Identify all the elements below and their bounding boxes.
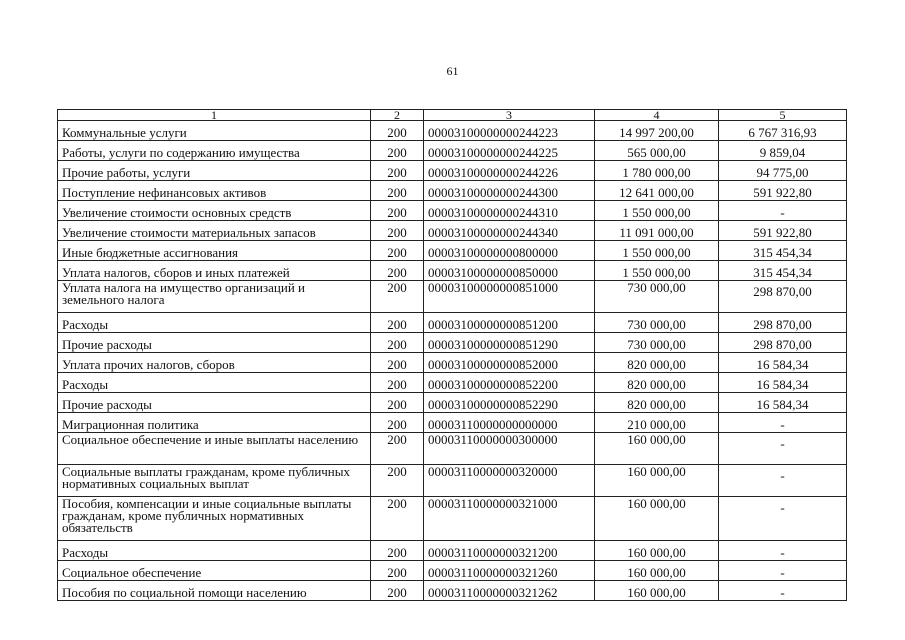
- row-code-cell: [371, 497, 424, 541]
- row-code-cell-text: 200: [387, 565, 407, 580]
- row-fact-cell-text: 298 870,00: [753, 317, 812, 332]
- row-kbk-cell: [424, 373, 595, 393]
- row-name-cell: [58, 221, 371, 241]
- row-plan-cell-text: 1 550 000,00: [622, 265, 691, 280]
- row-kbk-cell-text: 00003100000000244225: [428, 145, 558, 160]
- row-fact-cell: [719, 541, 847, 561]
- row-kbk-cell-text: 00003100000000852000: [428, 357, 558, 372]
- row-name-cell-text: Расходы: [62, 545, 109, 560]
- row-plan-cell-text: 820 000,00: [627, 357, 686, 372]
- row-code-cell-text: 200: [387, 417, 407, 432]
- row-kbk-cell: [424, 313, 595, 333]
- row-code-cell-text: 200: [387, 397, 407, 412]
- page-number: 61: [446, 64, 459, 78]
- table-header-row: [58, 110, 847, 121]
- row-fact-cell-text: -: [780, 585, 785, 600]
- row-kbk-cell-text: 00003100000000851200: [428, 317, 558, 332]
- row-fact-cell-text: 6 767 316,93: [748, 125, 817, 140]
- row-plan-cell-text: 1 550 000,00: [622, 245, 691, 260]
- row-code-cell-text: 200: [387, 245, 407, 260]
- row-name-cell-text: Увеличение стоимости материальных запасов: [62, 225, 316, 240]
- row-kbk-cell: [424, 393, 595, 413]
- row-kbk-cell: [424, 561, 595, 581]
- row-fact-cell-text: -: [780, 417, 785, 432]
- row-kbk-cell: [424, 201, 595, 221]
- row-plan-cell-text: 12 641 000,00: [619, 185, 694, 200]
- table-row: [58, 561, 847, 581]
- row-kbk-cell: [424, 161, 595, 181]
- row-code-cell: [371, 161, 424, 181]
- row-kbk-cell: [424, 353, 595, 373]
- row-kbk-cell: [424, 333, 595, 353]
- row-fact-cell: [719, 465, 847, 497]
- row-fact-cell-text: 298 870,00: [753, 284, 812, 299]
- row-plan-cell-text: 160 000,00: [627, 565, 686, 580]
- row-plan-cell: [595, 161, 719, 181]
- row-plan-cell: [595, 353, 719, 373]
- row-code-cell: [371, 353, 424, 373]
- table-body: [58, 121, 847, 601]
- row-fact-cell-text: -: [780, 436, 785, 451]
- row-plan-cell: [595, 581, 719, 601]
- row-fact-cell: [719, 497, 847, 541]
- row-name-cell-text: Прочие расходы: [62, 397, 152, 412]
- row-plan-cell-text: 14 997 200,00: [619, 125, 694, 140]
- row-code-cell: [371, 221, 424, 241]
- row-kbk-cell: [424, 541, 595, 561]
- row-fact-cell: [719, 313, 847, 333]
- row-kbk-cell-text: 00003100000000852200: [428, 377, 558, 392]
- row-plan-cell: [595, 181, 719, 201]
- row-kbk-cell: [424, 465, 595, 497]
- row-kbk-cell-text: 00003100000000800000: [428, 245, 558, 260]
- row-fact-cell: [719, 581, 847, 601]
- row-kbk-cell-text: 00003110000000321000: [428, 496, 558, 511]
- table-row: [58, 353, 847, 373]
- row-plan-cell: [595, 241, 719, 261]
- table-row: [58, 281, 847, 313]
- row-name-cell: [58, 121, 371, 141]
- row-fact-cell: [719, 241, 847, 261]
- row-fact-cell-text: -: [780, 205, 785, 220]
- row-fact-cell: [719, 181, 847, 201]
- row-name-cell: [58, 181, 371, 201]
- row-code-cell-text: 200: [387, 280, 407, 295]
- row-plan-cell: [595, 541, 719, 561]
- row-plan-cell-text: 210 000,00: [627, 417, 686, 432]
- row-code-cell: [371, 433, 424, 465]
- row-code-cell: [371, 333, 424, 353]
- row-code-cell: [371, 201, 424, 221]
- row-code-cell: [371, 313, 424, 333]
- row-name-cell: [58, 433, 371, 465]
- row-code-cell-text: 200: [387, 225, 407, 240]
- row-fact-cell: [719, 161, 847, 181]
- row-name-cell-text: Увеличение стоимости основных средств: [62, 205, 292, 220]
- row-plan-cell: [595, 413, 719, 433]
- row-fact-cell-text: -: [780, 565, 785, 580]
- row-code-cell: [371, 393, 424, 413]
- row-code-cell-text: 200: [387, 432, 407, 447]
- table-row: [58, 541, 847, 561]
- row-name-cell: [58, 465, 371, 497]
- row-code-cell-text: 200: [387, 205, 407, 220]
- row-code-cell-text: 200: [387, 545, 407, 560]
- table-row: [58, 393, 847, 413]
- row-name-cell-text: Социальное обеспечение и иные выплаты населению: [62, 432, 359, 447]
- table-row: [58, 465, 847, 497]
- row-code-cell: [371, 465, 424, 497]
- row-name-cell: [58, 333, 371, 353]
- table-row: [58, 497, 847, 541]
- row-fact-cell-text: -: [780, 500, 785, 515]
- row-code-cell-text: 200: [387, 496, 407, 511]
- row-plan-cell-text: 160 000,00: [627, 585, 686, 600]
- row-kbk-cell: [424, 221, 595, 241]
- row-fact-cell-text: 16 584,34: [756, 397, 809, 412]
- row-fact-cell: [719, 333, 847, 353]
- row-plan-cell: [595, 221, 719, 241]
- row-fact-cell: [719, 281, 847, 313]
- row-name-cell: [58, 393, 371, 413]
- column-header-2: 2: [371, 110, 424, 121]
- row-code-cell: [371, 413, 424, 433]
- row-kbk-cell-text: 00003100000000244340: [428, 225, 558, 240]
- row-name-cell-text: Расходы: [62, 377, 109, 392]
- row-name-cell-text: Уплата прочих налогов, сборов: [62, 357, 235, 372]
- row-name-cell-text: Иные бюджетные ассигнования: [62, 245, 239, 260]
- row-code-cell-text: 200: [387, 265, 407, 280]
- row-code-cell-text: 200: [387, 585, 407, 600]
- row-plan-cell-text: 11 091 000,00: [619, 225, 694, 240]
- row-kbk-cell-text: 00003100000000244310: [428, 205, 558, 220]
- row-name-cell-text: Социальные выплаты гражданам, кроме публичных нормативных социальных выплат: [62, 464, 350, 491]
- row-plan-cell-text: 565 000,00: [627, 145, 686, 160]
- row-kbk-cell: [424, 281, 595, 313]
- budget-table: [57, 109, 847, 601]
- row-code-cell-text: 200: [387, 165, 407, 180]
- row-name-cell-text: Прочие расходы: [62, 337, 152, 352]
- row-plan-cell-text: 1 780 000,00: [622, 165, 691, 180]
- row-kbk-cell-text: 00003110000000320000: [428, 464, 558, 479]
- row-name-cell-text: Пособия, компенсации и иные социальные выплаты гражданам, кроме публичных нормативных обязательств: [62, 496, 352, 535]
- row-kbk-cell-text: 00003100000000244300: [428, 185, 558, 200]
- row-plan-cell-text: 1 550 000,00: [622, 205, 691, 220]
- row-fact-cell-text: 315 454,34: [753, 245, 812, 260]
- row-kbk-cell-text: 00003100000000851000: [428, 280, 558, 295]
- row-code-cell: [371, 181, 424, 201]
- row-name-cell: [58, 313, 371, 333]
- column-header-4: 4: [595, 110, 719, 121]
- row-plan-cell: [595, 121, 719, 141]
- row-fact-cell: [719, 393, 847, 413]
- row-name-cell-text: Коммунальные услуги: [62, 125, 187, 140]
- row-fact-cell: [719, 221, 847, 241]
- row-name-cell: [58, 413, 371, 433]
- row-code-cell-text: 200: [387, 185, 407, 200]
- row-kbk-cell: [424, 497, 595, 541]
- row-plan-cell: [595, 313, 719, 333]
- row-fact-cell: [719, 373, 847, 393]
- row-name-cell-text: Миграционная политика: [62, 417, 199, 432]
- row-code-cell-text: 200: [387, 145, 407, 160]
- row-code-cell: [371, 241, 424, 261]
- row-kbk-cell: [424, 241, 595, 261]
- row-name-cell-text: Поступление нефинансовых активов: [62, 185, 267, 200]
- row-kbk-cell: [424, 261, 595, 281]
- column-header-5: 5: [719, 110, 847, 121]
- row-name-cell: [58, 141, 371, 161]
- table-row: [58, 261, 847, 281]
- row-plan-cell: [595, 561, 719, 581]
- row-plan-cell-text: 160 000,00: [627, 545, 686, 560]
- row-plan-cell: [595, 373, 719, 393]
- row-plan-cell: [595, 281, 719, 313]
- row-kbk-cell: [424, 141, 595, 161]
- row-fact-cell: [719, 353, 847, 373]
- row-fact-cell-text: 16 584,34: [756, 377, 809, 392]
- row-name-cell: [58, 261, 371, 281]
- table-row: [58, 581, 847, 601]
- row-plan-cell-text: 160 000,00: [627, 432, 686, 447]
- table-row: [58, 201, 847, 221]
- table-row: [58, 333, 847, 353]
- row-fact-cell-text: -: [780, 545, 785, 560]
- table-row: [58, 413, 847, 433]
- row-kbk-cell-text: 00003100000000244226: [428, 165, 558, 180]
- row-plan-cell: [595, 465, 719, 497]
- row-name-cell: [58, 373, 371, 393]
- row-fact-cell: [719, 141, 847, 161]
- row-kbk-cell-text: 00003110000000000000: [428, 417, 558, 432]
- row-plan-cell-text: 160 000,00: [627, 496, 686, 511]
- table-row: [58, 161, 847, 181]
- row-code-cell: [371, 373, 424, 393]
- row-kbk-cell: [424, 581, 595, 601]
- row-kbk-cell: [424, 433, 595, 465]
- row-plan-cell-text: 820 000,00: [627, 377, 686, 392]
- row-kbk-cell-text: 00003110000000321260: [428, 565, 558, 580]
- row-fact-cell: [719, 201, 847, 221]
- row-code-cell: [371, 141, 424, 161]
- row-fact-cell: [719, 433, 847, 465]
- row-plan-cell: [595, 201, 719, 221]
- row-kbk-cell-text: 00003100000000244223: [428, 125, 558, 140]
- row-code-cell: [371, 121, 424, 141]
- row-name-cell-text: Уплата налога на имущество организаций и земельного налога: [62, 280, 305, 307]
- table-row: [58, 241, 847, 261]
- row-kbk-cell-text: 00003110000000321200: [428, 545, 558, 560]
- row-name-cell-text: Пособия по социальной помощи населению: [62, 585, 307, 600]
- row-code-cell: [371, 581, 424, 601]
- row-code-cell: [371, 541, 424, 561]
- row-fact-cell-text: 9 859,04: [759, 145, 806, 160]
- row-code-cell: [371, 261, 424, 281]
- table-row: [58, 221, 847, 241]
- row-kbk-cell: [424, 413, 595, 433]
- row-name-cell: [58, 561, 371, 581]
- row-plan-cell: [595, 393, 719, 413]
- column-header-3: 3: [424, 110, 595, 121]
- row-code-cell-text: 200: [387, 317, 407, 332]
- row-fact-cell-text: 94 775,00: [756, 165, 809, 180]
- row-plan-cell: [595, 433, 719, 465]
- row-code-cell: [371, 561, 424, 581]
- row-plan-cell-text: 730 000,00: [627, 280, 686, 295]
- row-plan-cell: [595, 497, 719, 541]
- row-code-cell: [371, 281, 424, 313]
- row-plan-cell-text: 730 000,00: [627, 317, 686, 332]
- table-row: [58, 313, 847, 333]
- table-row: [58, 141, 847, 161]
- row-name-cell: [58, 353, 371, 373]
- row-fact-cell-text: 591 922,80: [753, 225, 812, 240]
- row-plan-cell: [595, 261, 719, 281]
- row-kbk-cell-text: 00003100000000850000: [428, 265, 558, 280]
- row-name-cell: [58, 541, 371, 561]
- row-name-cell-text: Социальное обеспечение: [62, 565, 202, 580]
- row-name-cell: [58, 497, 371, 541]
- row-code-cell-text: 200: [387, 125, 407, 140]
- row-fact-cell: [719, 561, 847, 581]
- row-name-cell-text: Работы, услуги по содержанию имущества: [62, 145, 300, 160]
- row-plan-cell: [595, 333, 719, 353]
- row-plan-cell-text: 730 000,00: [627, 337, 686, 352]
- row-code-cell-text: 200: [387, 464, 407, 479]
- row-fact-cell: [719, 413, 847, 433]
- row-code-cell-text: 200: [387, 377, 407, 392]
- row-name-cell: [58, 201, 371, 221]
- row-kbk-cell-text: 00003110000000321262: [428, 585, 558, 600]
- row-name-cell: [58, 241, 371, 261]
- row-code-cell-text: 200: [387, 337, 407, 352]
- row-fact-cell-text: 591 922,80: [753, 185, 812, 200]
- row-fact-cell-text: 315 454,34: [753, 265, 812, 280]
- row-fact-cell-text: 298 870,00: [753, 337, 812, 352]
- table-row: [58, 181, 847, 201]
- row-name-cell-text: Уплата налогов, сборов и иных платежей: [62, 265, 290, 280]
- row-fact-cell: [719, 261, 847, 281]
- table-row: [58, 121, 847, 141]
- row-fact-cell-text: -: [780, 468, 785, 483]
- table-row: [58, 433, 847, 465]
- table-row: [58, 373, 847, 393]
- row-name-cell-text: Расходы: [62, 317, 109, 332]
- row-fact-cell-text: 16 584,34: [756, 357, 809, 372]
- row-plan-cell-text: 160 000,00: [627, 464, 686, 479]
- row-code-cell-text: 200: [387, 357, 407, 372]
- row-kbk-cell: [424, 121, 595, 141]
- row-kbk-cell: [424, 181, 595, 201]
- column-header-1: 1: [58, 110, 371, 121]
- row-name-cell: [58, 281, 371, 313]
- row-name-cell: [58, 161, 371, 181]
- row-kbk-cell-text: 00003110000000300000: [428, 432, 558, 447]
- row-plan-cell-text: 820 000,00: [627, 397, 686, 412]
- row-kbk-cell-text: 00003100000000852290: [428, 397, 558, 412]
- row-name-cell-text: Прочие работы, услуги: [62, 165, 191, 180]
- row-kbk-cell-text: 00003100000000851290: [428, 337, 558, 352]
- row-plan-cell: [595, 141, 719, 161]
- row-fact-cell: [719, 121, 847, 141]
- row-name-cell: [58, 581, 371, 601]
